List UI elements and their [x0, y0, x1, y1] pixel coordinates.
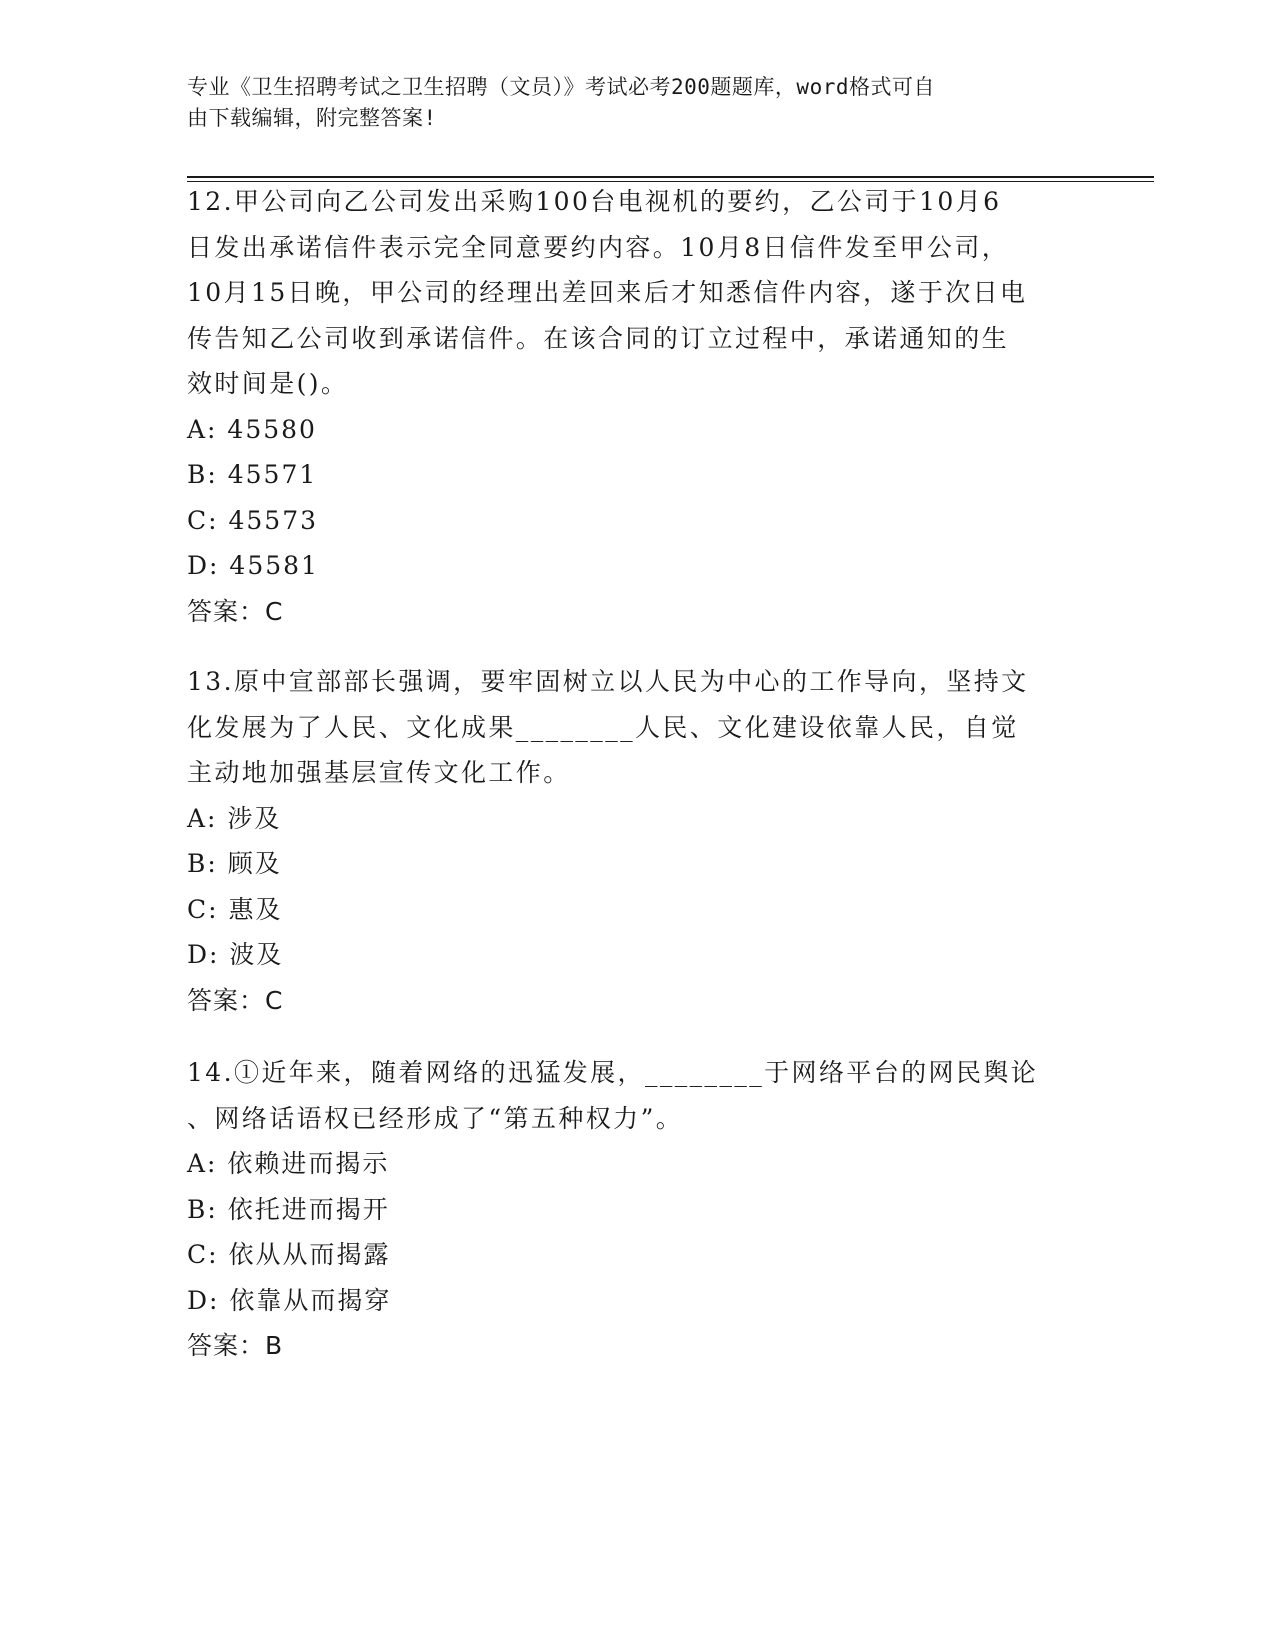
answer-label: 答案：C — [187, 985, 284, 1015]
question-12 — [187, 179, 1077, 634]
option-a: A: 45580 — [187, 414, 317, 444]
question-text — [187, 1050, 1077, 1141]
question-line: 10月15日晚，甲公司的经理出差回来后才知悉信件内容，遂于次日电 — [187, 278, 1028, 307]
option-c: C: 惠及 — [187, 894, 283, 924]
option-d: D: 波及 — [187, 940, 284, 969]
question-text — [187, 659, 1077, 796]
question-line: 传告知乙公司收到承诺信件。在该合同的订立过程中，承诺通知的生 — [187, 323, 1010, 353]
option-a: A: 依赖进而揭示 — [187, 1149, 390, 1178]
option-a: A: 涉及 — [187, 803, 282, 833]
question-line: 日发出承诺信件表示完全同意要约内容。10月8日信件发至甲公司， — [187, 232, 1010, 262]
header-line: 专业《卫生招聘考试之卫生招聘（文员）》考试必考200题题库，word格式可自 — [187, 75, 935, 99]
question-line: 、网络话语权已经形成了“第五种权力”。 — [187, 1103, 684, 1133]
question-14 — [187, 1050, 1077, 1369]
option-c: C: 45573 — [187, 505, 319, 535]
answer-label: 答案：B — [187, 1331, 284, 1360]
question-line: 12.甲公司向乙公司发出采购100台电视机的要约，乙公司于10月6 — [187, 187, 1002, 216]
option-b: B: 45571 — [187, 460, 318, 489]
question-13 — [187, 659, 1077, 1023]
option-b: B: 依托进而揭开 — [187, 1194, 390, 1224]
option-c: C: 依从从而揭露 — [187, 1240, 391, 1269]
option-d: D: 45581 — [187, 551, 319, 580]
header-line: 由下载编辑，附完整答案! — [187, 106, 437, 130]
answer-label: 答案：C — [187, 596, 284, 626]
header-divider — [187, 176, 1154, 178]
question-line: 效时间是()。 — [187, 369, 349, 398]
question-line: 化发展为了人民、文化成果________人民、文化建设依靠人民，自觉 — [187, 712, 1019, 742]
document-header — [187, 72, 1067, 134]
option-d: D: 依靠从而揭穿 — [187, 1285, 392, 1315]
question-line: 13.原中宣部部长强调，要牢固树立以人民为中心的工作导向，坚持文 — [187, 667, 1029, 696]
question-text — [187, 179, 1077, 407]
option-b: B: 顾及 — [187, 849, 282, 878]
question-line: 14.①近年来，随着网络的迅猛发展，________于网络平台的网民舆论 — [187, 1058, 1039, 1087]
question-line: 主动地加强基层宣传文化工作。 — [187, 758, 571, 787]
